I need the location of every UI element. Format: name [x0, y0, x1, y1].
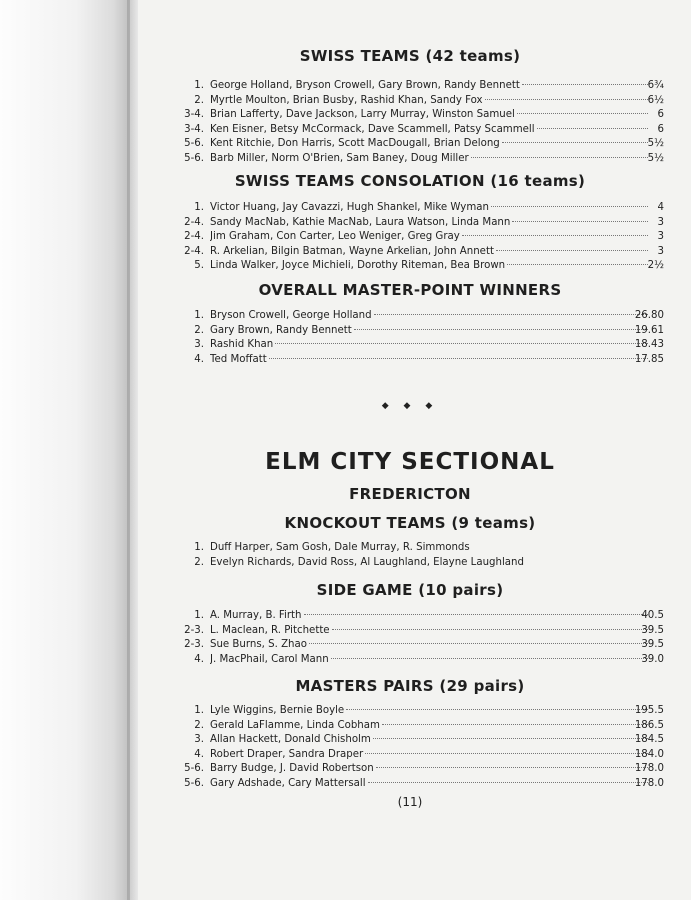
score: 39.5 — [641, 624, 664, 636]
results-list — [140, 541, 680, 570]
section-title: OVERALL MASTER-POINT WINNERS — [258, 281, 562, 299]
entry — [210, 152, 650, 167]
event-header — [140, 449, 680, 503]
entry — [210, 259, 650, 274]
score: 6 — [657, 109, 664, 120]
score: 3 — [657, 231, 664, 242]
rank: 1. — [194, 610, 204, 621]
result-row — [140, 541, 680, 556]
section-masters-pairs — [140, 677, 680, 791]
section-title: SWISS TEAMS (42 teams) — [299, 47, 521, 65]
score: 186.5 — [634, 719, 664, 731]
rank: 5-6. — [184, 763, 204, 774]
dot-leader — [374, 314, 648, 315]
result-row — [140, 216, 680, 231]
result-row — [140, 123, 680, 138]
entry — [210, 777, 650, 792]
binding-fold — [127, 0, 130, 900]
result-row — [140, 338, 680, 353]
dot-leader — [373, 738, 648, 739]
player-names: Jim Graham, Con Carter, Leo Weniger, Greg Gray — [210, 231, 460, 242]
player-names: Sandy MacNab, Kathie MacNab, Laura Watson, Linda Mann — [210, 216, 511, 228]
entry — [210, 94, 650, 109]
binding-spine — [0, 0, 138, 900]
rank: 5. — [194, 260, 204, 271]
score: 195.5 — [634, 705, 664, 716]
page-content — [140, 0, 680, 900]
rank: 2. — [194, 94, 204, 106]
score: 4 — [657, 202, 664, 213]
score: 26.80 — [634, 310, 664, 321]
rank: 4. — [194, 653, 204, 665]
player-names: L. Maclean, R. Pitchette — [210, 624, 330, 636]
entry — [210, 704, 650, 719]
player-names: A. Murray, B. Firth — [210, 610, 302, 621]
result-row — [140, 556, 680, 571]
section-title: MASTERS PAIRS (29 pairs) — [295, 677, 525, 695]
dot-leader — [309, 643, 648, 644]
diamond-separator-icon: ◆ ◆ ◆ — [381, 401, 439, 411]
dot-leader — [507, 264, 648, 265]
dot-leader — [496, 250, 648, 251]
result-row — [140, 719, 680, 734]
rank: 3-4. — [184, 123, 204, 135]
dot-leader — [491, 206, 648, 207]
result-row — [140, 624, 680, 639]
dot-leader — [346, 709, 648, 710]
result-row — [140, 748, 680, 763]
player-names: Brian Lafferty, Dave Jackson, Larry Murray, Winston Samuel — [210, 109, 515, 120]
rank: 2-4. — [184, 231, 204, 242]
player-names: Duff Harper, Sam Gosh, Dale Murray, R. Simmonds — [210, 542, 470, 553]
dot-leader — [382, 724, 648, 725]
rank: 1. — [194, 202, 204, 213]
rank: 1. — [194, 705, 204, 716]
player-names: R. Arkelian, Bilgin Batman, Wayne Arkelian, John Annett — [210, 245, 494, 257]
player-names: Ted Moffatt — [210, 353, 267, 365]
result-row — [140, 609, 680, 624]
results-list — [140, 704, 680, 791]
dot-leader — [332, 629, 648, 630]
player-names: Robert Draper, Sandra Draper — [210, 748, 364, 760]
entry — [210, 353, 650, 368]
dot-leader — [485, 99, 648, 100]
player-names: Ken Eisner, Betsy McCormack, Dave Scammell, Patsy Scammell — [210, 123, 535, 135]
entry — [210, 137, 650, 152]
score: 2½ — [647, 260, 664, 271]
result-row — [140, 201, 680, 216]
dot-leader — [471, 157, 648, 158]
rank: 2. — [194, 324, 204, 336]
player-names: George Holland, Bryson Crowell, Gary Brown, Randy Bennett — [210, 80, 520, 91]
event-location: FREDERICTON — [349, 485, 471, 503]
rank: 4. — [194, 748, 204, 760]
result-row — [140, 94, 680, 109]
result-row — [140, 108, 680, 123]
result-row — [140, 762, 680, 777]
rank: 4. — [194, 353, 204, 365]
score: 39.5 — [641, 639, 664, 650]
player-names: Evelyn Richards, David Ross, Al Laughland, Elayne Laughland — [210, 556, 524, 568]
score: 6½ — [647, 94, 664, 106]
player-names: Barry Budge, J. David Robertson — [210, 763, 374, 774]
rank: 2. — [194, 719, 204, 731]
player-names: Gerald LaFlamme, Linda Cobham — [210, 719, 380, 731]
player-names: Victor Huang, Jay Cavazzi, Hugh Shankel, Mike Wyman — [210, 202, 489, 213]
rank: 5-6. — [184, 138, 204, 149]
separator — [140, 401, 680, 411]
section-title: KNOCKOUT TEAMS (9 teams) — [284, 514, 536, 532]
entry — [210, 541, 650, 556]
player-names: Barb Miller, Norm O'Brien, Sam Baney, Doug Miller — [210, 152, 469, 164]
rank: 1. — [194, 80, 204, 91]
score: 18.43 — [634, 339, 664, 350]
rank: 5-6. — [184, 777, 204, 789]
result-row — [140, 324, 680, 339]
dot-leader — [376, 767, 648, 768]
score: 3 — [657, 216, 664, 228]
section-title: SIDE GAME (10 pairs) — [316, 581, 504, 599]
result-row — [140, 245, 680, 260]
rank: 5-6. — [184, 152, 204, 164]
score: 184.0 — [634, 748, 664, 760]
rank: 3. — [194, 734, 204, 745]
score: 40.5 — [641, 610, 664, 621]
entry — [210, 653, 650, 668]
score: 6¾ — [647, 80, 664, 91]
player-names: Myrtle Moulton, Brian Busby, Rashid Khan, Sandy Fox — [210, 94, 483, 106]
dot-leader — [331, 658, 648, 659]
result-row — [140, 653, 680, 668]
section-swiss-teams — [140, 47, 680, 166]
player-names: Linda Walker, Joyce Michieli, Dorothy Riteman, Bea Brown — [210, 260, 506, 271]
event-title: ELM CITY SECTIONAL — [265, 449, 555, 475]
result-row — [140, 137, 680, 152]
entry — [210, 201, 650, 216]
score: 178.0 — [634, 777, 664, 789]
page-number: (11) — [397, 795, 423, 809]
section-title: SWISS TEAMS CONSOLATION (16 teams) — [234, 172, 586, 190]
result-row — [140, 152, 680, 167]
entry — [210, 609, 650, 624]
score: 178.0 — [634, 763, 664, 774]
result-row — [140, 777, 680, 792]
entry — [210, 556, 650, 571]
entry — [210, 338, 650, 353]
rank: 3-4. — [184, 109, 204, 120]
entry — [210, 230, 650, 245]
entry — [210, 719, 650, 734]
dot-leader — [304, 614, 648, 615]
rank: 1. — [194, 542, 204, 553]
player-names: Gary Adshade, Cary Mattersall — [210, 777, 366, 789]
entry — [210, 216, 650, 231]
score: 184.5 — [634, 734, 664, 745]
entry — [210, 108, 650, 123]
player-names: Sue Burns, S. Zhao — [210, 639, 307, 650]
entry — [210, 324, 650, 339]
entry — [210, 733, 650, 748]
entry — [210, 309, 650, 324]
results-list — [140, 201, 680, 274]
dot-leader — [269, 358, 648, 359]
result-row — [140, 309, 680, 324]
result-row — [140, 704, 680, 719]
results-list — [140, 609, 680, 667]
player-names: J. MacPhail, Carol Mann — [210, 653, 329, 665]
rank: 2-3. — [184, 624, 204, 636]
entry — [210, 245, 650, 260]
section-master-point-winners — [140, 281, 680, 367]
dot-leader — [462, 235, 648, 236]
result-row — [140, 259, 680, 274]
rank: 3. — [194, 339, 204, 350]
results-list — [140, 309, 680, 367]
rank: 2-4. — [184, 216, 204, 228]
entry — [210, 638, 650, 653]
score: 5½ — [647, 138, 664, 149]
entry — [210, 762, 650, 777]
entry — [210, 748, 650, 763]
result-row — [140, 638, 680, 653]
result-row — [140, 733, 680, 748]
score: 6 — [657, 123, 664, 135]
score: 39.0 — [641, 653, 664, 665]
score: 3 — [657, 245, 664, 257]
rank: 2-3. — [184, 639, 204, 650]
section-side-game — [140, 581, 680, 667]
entry — [210, 79, 650, 94]
player-names: Rashid Khan — [210, 339, 274, 350]
score: 5½ — [647, 152, 664, 164]
player-names: Gary Brown, Randy Bennett — [210, 324, 352, 336]
player-names: Allan Hackett, Donald Chisholm — [210, 734, 371, 745]
result-row — [140, 230, 680, 245]
dot-leader — [502, 142, 648, 143]
dot-leader — [368, 782, 648, 783]
dot-leader — [354, 329, 648, 330]
player-names: Bryson Crowell, George Holland — [210, 310, 372, 321]
dot-leader — [365, 753, 648, 754]
rank: 1. — [194, 310, 204, 321]
results-list — [140, 79, 680, 166]
player-names: Lyle Wiggins, Bernie Boyle — [210, 705, 345, 716]
result-row — [140, 79, 680, 94]
entry — [210, 123, 650, 138]
dot-leader — [275, 343, 648, 344]
result-row — [140, 353, 680, 368]
section-swiss-consolation — [140, 172, 680, 274]
page-footer — [140, 795, 680, 809]
rank: 2-4. — [184, 245, 204, 257]
rank: 2. — [194, 556, 204, 568]
score: 17.85 — [634, 353, 664, 365]
player-names: Kent Ritchie, Don Harris, Scott MacDougall, Brian Delong — [210, 138, 500, 149]
score: 19.61 — [634, 324, 664, 336]
section-knockout-teams — [140, 514, 680, 570]
entry — [210, 624, 650, 639]
